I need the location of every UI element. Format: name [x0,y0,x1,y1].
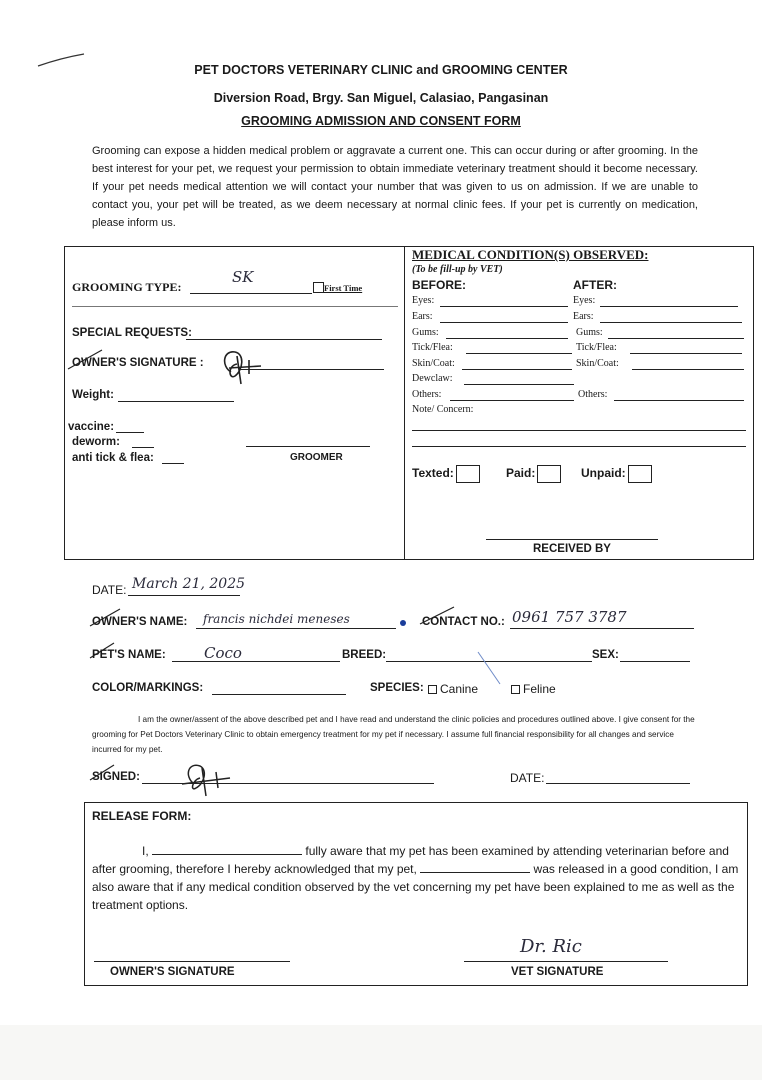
release-owner-signature-line [94,961,290,962]
grooming-type-value[interactable]: SK [232,268,254,286]
clinic-name: PET DOCTORS VETERINARY CLINIC and GROOMING CENTER [194,63,568,77]
after-ears-label: Ears: [573,311,594,322]
after-gums-line [608,338,744,339]
clinic-address: Diversion Road, Brgy. San Miguel, Calasiao, Pangasinan [213,91,549,105]
anti-tick-label: anti tick & flea: [72,452,154,464]
release-text-1: I, [142,844,153,858]
after-tickflea-label: Tick/Flea: [576,342,617,353]
vaccine-label: vaccine: [68,421,115,433]
vaccine-line [116,432,144,433]
before-dewclaw-line [464,384,574,385]
release-text-2: fully aware that my pet has been examined by attending veterinarian before and after grooming, therefore I hereby acknowledged that my pet, [92,844,729,876]
after-heading: AFTER: [573,278,617,292]
vet-signature-value[interactable]: Dr. Ric [520,936,582,957]
before-skincoat-label: Skin/Coat: [412,358,455,369]
consent-text: I am the owner/assent of the above described pet and I have read and understand the clinic policies and procedures outlined above. I give consent for the grooming for Pet Doctors Veterinary Clinic to obtain emergency treatment for my pet if necessary. I assume full financial responsibility for all changes and service incurred for my pet. [92,715,695,754]
pets-name-label: PET'S NAME: [92,649,166,661]
grooming-type-line [190,293,312,294]
grooming-type-extra-line [72,306,398,307]
box-divider [404,246,405,559]
release-owner-signature-label: OWNER'S SIGNATURE [110,966,235,978]
before-eyes-label: Eyes: [412,295,435,306]
vet-signature-line [464,961,668,962]
before-skincoat-line [462,369,572,370]
before-others-line [450,400,574,401]
grooming-type-label: GROOMING TYPE: [72,280,182,294]
contact-no-label: CONTACT NO.: [422,616,505,628]
owner-signature-scribble[interactable] [215,346,265,386]
blue-pen-dot [400,620,406,626]
owners-name-line [196,628,396,629]
species-canine-option[interactable] [428,682,478,696]
color-markings-label: COLOR/MARKINGS: [92,682,204,694]
after-eyes-line [600,306,738,307]
note-line-1 [412,430,746,431]
special-requests-label: SPECIAL REQUESTS: [72,327,192,339]
received-by-line [486,539,658,540]
color-markings-line [212,694,346,695]
before-dewclaw-label: Dewclaw: [412,373,453,384]
sex-label: SEX: [592,649,619,661]
vet-note: (To be fill-up by VET) [412,264,503,275]
form-title: GROOMING ADMISSION AND CONSENT FORM [241,114,521,128]
signed-strike [88,762,118,784]
texted-checkbox[interactable] [412,465,480,483]
note-line-2 [412,446,746,447]
consent-paragraph [92,712,698,757]
before-gums-label: Gums: [412,327,439,338]
contact-no-strike [418,604,458,628]
date-line [128,595,240,596]
first-time-checkbox[interactable] [313,282,324,293]
paid-checkbox[interactable] [506,465,561,483]
canine-checkbox[interactable] [428,685,437,694]
contact-no-value[interactable]: 0961 757 3787 [512,608,627,626]
before-tickflea-line [466,353,572,354]
unpaid-label: Unpaid: [581,466,626,481]
before-eyes-line [440,306,568,307]
texted-box[interactable] [456,465,480,483]
after-tickflea-line [630,353,742,354]
note-concern-label: Note/ Concern: [412,404,474,415]
deworm-line [132,447,154,448]
breed-label: BREED: [342,649,387,661]
weight-label: Weight: [72,389,114,401]
release-pet-blank[interactable] [420,861,530,873]
texted-label: Texted: [412,466,454,481]
species-feline-option[interactable] [511,682,556,696]
groomer-line [246,446,370,447]
release-text-3: was released in a good condition, I am also aware that if any medical condition observed by the vet concerning my pet have been explained to me as well as the treatment options. [92,862,739,912]
special-requests-line [186,339,382,340]
release-form-title: RELEASE FORM: [92,809,192,823]
signed-date-line [546,783,690,784]
medical-conditions-title: MEDICAL CONDITION(S) OBSERVED: [412,247,649,262]
contact-no-line [510,628,694,629]
canine-label: Canine [440,682,479,696]
after-others-line [614,400,744,401]
after-eyes-label: Eyes: [573,295,596,306]
after-skincoat-label: Skin/Coat: [576,358,619,369]
deworm-label: deworm: [72,436,120,448]
groomer-label: GROOMER [290,452,343,463]
unpaid-checkbox[interactable] [581,465,652,483]
signed-date-label: DATE: [510,771,545,785]
paid-box[interactable] [537,465,561,483]
owner-signature-label: OWNER'S SIGNATURE : [72,357,204,369]
pets-name-strike [88,640,118,662]
signed-label: SIGNED: [92,771,140,783]
first-time-label: First Time [324,283,363,293]
before-gums-line [446,338,568,339]
owners-name-value[interactable]: francis nichdei meneses [203,612,350,626]
anti-tick-line [162,463,184,464]
pets-name-value[interactable]: Coco [204,644,242,662]
species-label: SPECIES: [370,682,424,694]
after-others-label: Others: [578,389,608,400]
unpaid-box[interactable] [628,465,652,483]
after-ears-line [600,322,742,323]
before-ears-label: Ears: [412,311,433,322]
before-others-label: Others: [412,389,442,400]
after-gums-label: Gums: [576,327,603,338]
owner-signature-strike [66,347,106,373]
feline-label: Feline [523,682,556,696]
signed-scribble[interactable] [176,758,236,798]
before-heading: BEFORE: [412,278,466,292]
blue-pen-stroke [474,648,504,688]
feline-checkbox[interactable] [511,685,520,694]
received-by-label: RECEIVED BY [533,543,611,555]
after-skincoat-line [632,369,744,370]
before-tickflea-label: Tick/Flea: [412,342,453,353]
date-value[interactable]: March 21, 2025 [132,576,246,592]
pets-name-line [172,661,340,662]
paid-label: Paid: [506,466,536,481]
vet-signature-label: VET SIGNATURE [511,966,604,978]
intro-paragraph: Grooming can expose a hidden medical problem or aggravate a current one. This can occur during or after grooming. In the best interest for your pet, we request your permission to obtain immediate veterinary treatment should it become necessary. If your pet needs medical attention we will contact your number that was given to us on admission. If we are unable to contact you, your pet will be treated, as we deem necessary at normal clinic fees. If your pet is currently on medication, please inform us. [92,145,698,229]
before-ears-line [440,322,568,323]
release-paragraph [92,842,744,914]
date-label: DATE: [92,583,127,597]
release-name-blank[interactable] [152,843,302,855]
owners-name-strike [88,606,124,630]
owners-name-label: OWNER'S NAME: [92,616,188,628]
sex-line [620,661,690,662]
weight-line [118,401,234,402]
